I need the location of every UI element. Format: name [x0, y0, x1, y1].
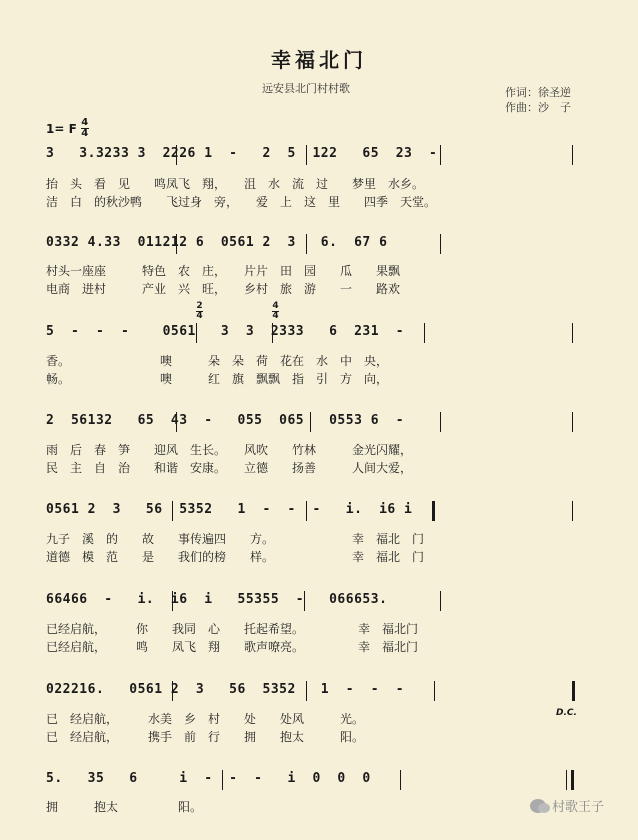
- barline: [572, 323, 573, 343]
- barline: [172, 681, 173, 701]
- barline: [440, 591, 441, 611]
- song-title: 幸福北门: [271, 48, 367, 72]
- barline: [172, 591, 173, 611]
- barline: [176, 234, 177, 254]
- lyric-row-1-verse-1: 抬 头 看 见 鸣凤飞 翔， 沮 水 流 过 梦里 水乡。: [46, 177, 425, 191]
- lyric-row-6-verse-1: 已经启航， 你 我同 心 托起希望。 幸 福北门: [46, 622, 419, 636]
- notation-row-4: 2 56132 65 43 - 055 065 0553 6 -: [46, 413, 413, 428]
- barline: [272, 323, 273, 343]
- song-subtitle: 远安县北门村村歌: [262, 82, 350, 95]
- barline: [572, 412, 573, 432]
- meter-bottom: 4: [81, 128, 89, 139]
- barline: [572, 145, 573, 165]
- lyric-row-5-verse-2: 道德 模 范 是 我们的榜 样。 幸 福北 门: [46, 550, 425, 564]
- barline: [222, 770, 223, 790]
- da-capo-mark: D.C.: [556, 708, 577, 718]
- meter-top: 4: [81, 117, 89, 128]
- notation-row-3: 5 - - - 0561 3 3 2333 6 231 -: [46, 324, 413, 339]
- lyric-row-8-verse-1: 拥 抱太 阳。: [46, 800, 203, 814]
- notation-row-1: 3 3.3233 3 2226 1 - 2 5 122 65 23 -: [46, 146, 446, 161]
- key-signature: [46, 118, 89, 139]
- lyric-row-3-verse-1: 香。 噢 朵 朵 荷 花在 水 中 央，: [46, 354, 389, 368]
- barline: [572, 501, 573, 521]
- barline: [440, 412, 441, 432]
- barline: [306, 681, 307, 701]
- barline: [172, 501, 173, 521]
- barline: [176, 145, 177, 165]
- barline: [424, 323, 425, 343]
- repeat-end-barline: [572, 681, 575, 701]
- time-signature: [81, 118, 89, 139]
- barline: [434, 681, 435, 701]
- notation-row-7: 022216. 0561 2 3 56 5352 1 - - -: [46, 682, 413, 697]
- watermark-text: 村歌王子: [552, 800, 605, 815]
- key-label: 1= F: [46, 121, 77, 136]
- lyric-row-7-verse-1: 已 经启航， 水美 乡 村 处 处风 光。: [46, 712, 365, 726]
- barline: [176, 412, 177, 432]
- notation-row-5: 0561 2 3 56 5352 1 - - - i. i6 i: [46, 502, 421, 517]
- watermark: [530, 796, 604, 815]
- meter-change-2-4: 2 4: [196, 301, 203, 321]
- final-barline-thick: [571, 770, 574, 790]
- lyric-row-3-verse-2: 畅。 噢 红 旗 飘飘 指 引 方 向，: [46, 372, 389, 386]
- final-barline-thin: [566, 770, 567, 790]
- lyric-row-2-verse-2: 电商 进村 产业 兴 旺， 乡村 旅 游 一 路欢: [46, 282, 401, 296]
- lyric-row-4-verse-2: 民 主 自 治 和谐 安康。 立德 扬善 人间大爱，: [46, 461, 413, 475]
- barline: [196, 323, 197, 343]
- repeat-start-barline: [432, 501, 435, 521]
- barline: [310, 412, 311, 432]
- lyricist-credit: 作词：徐圣逆: [505, 86, 571, 99]
- barline: [400, 770, 401, 790]
- lyric-row-1-verse-2: 洁 白 的秋沙鸭 飞过身 旁， 爱 上 这 里 四季 天堂。: [46, 195, 437, 209]
- barline: [440, 145, 441, 165]
- notation-row-2: 0332 4.33 011212 6 0561 2 3 6. 67 6: [46, 235, 396, 250]
- lyric-row-2-verse-1: 村头一座座 特色 农 庄， 片片 田 园 瓜 果飘: [46, 264, 401, 278]
- lyric-row-6-verse-2: 已经启航， 鸣 凤飞 翔 歌声嘹亮。 幸 福北门: [46, 640, 419, 654]
- barline: [440, 234, 441, 254]
- wechat-icon: [530, 799, 546, 813]
- lyric-row-4-verse-1: 雨 后 春 笋 迎风 生长。 风吹 竹林 金光闪耀，: [46, 443, 413, 457]
- barline: [306, 145, 307, 165]
- barline: [304, 591, 305, 611]
- barline: [306, 234, 307, 254]
- barline: [306, 501, 307, 521]
- notation-row-8: 5. 35 6 i - - - i 0 0 0: [46, 771, 380, 786]
- meter-change-4-4: 4 4: [272, 301, 279, 321]
- composer-credit: 作曲：沙 子: [505, 101, 571, 114]
- lyric-row-7-verse-2: 已 经启航， 携手 前 行 拥 抱太 阳。: [46, 730, 365, 744]
- notation-row-6: 66466 - i. i6 i 55355 - 066653.: [46, 592, 396, 607]
- lyric-row-5-verse-1: 九子 溪 的 故 事传遍四 方。 幸 福北 门: [46, 532, 425, 546]
